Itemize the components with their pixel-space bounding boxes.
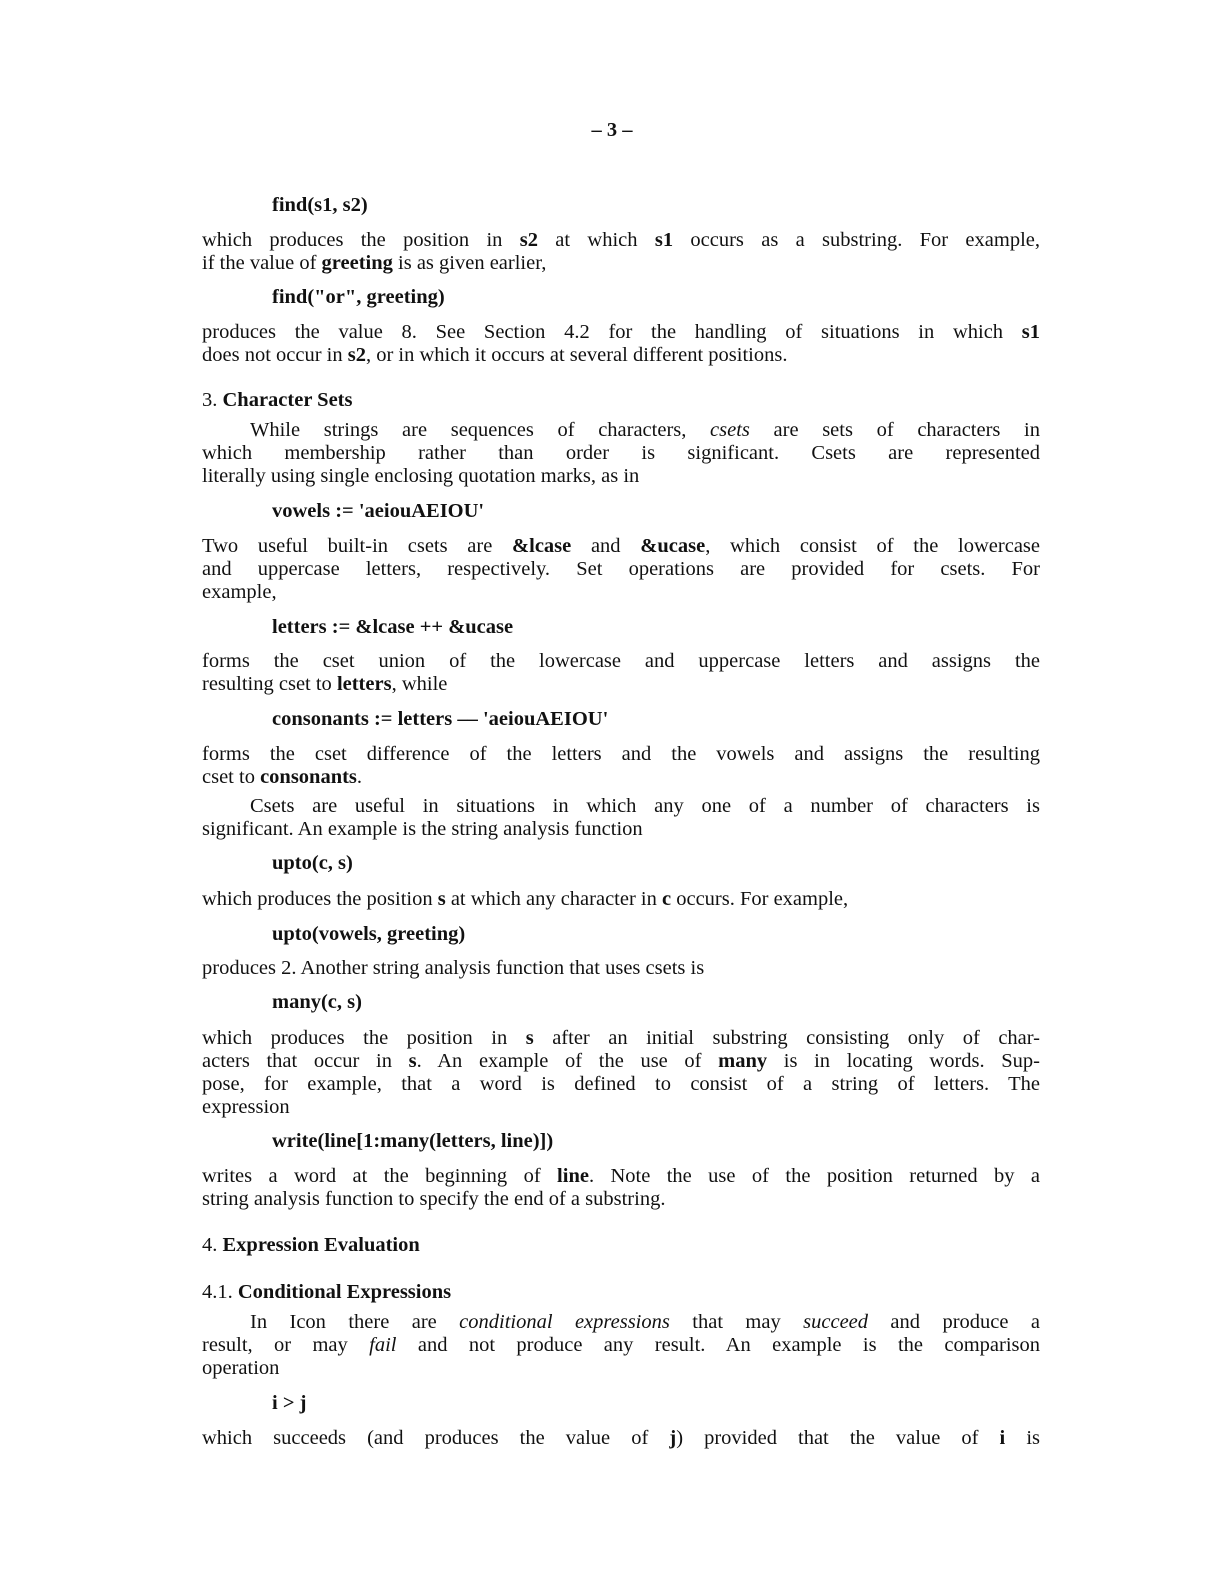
text-run: write(line[1:many(letters, line)]): [272, 1130, 554, 1152]
text-line: [202, 1095, 290, 1119]
text-run: While strings are sequences of characters,: [250, 419, 711, 441]
text-run: produces the value 8. See Section 4.2 for the handling of situations in which: [202, 321, 1022, 343]
bold-term: i: [999, 1427, 1006, 1449]
text-run: pose, for example, that a word is defined to consist of a string of letters. The: [202, 1073, 1040, 1095]
bold-term: s1: [654, 229, 674, 251]
bold-term: &ucase: [640, 535, 706, 557]
text-run: is in locating words. Sup-: [767, 1050, 1040, 1072]
text-run: find("or", greeting): [272, 286, 445, 308]
bold-term: s2: [347, 344, 366, 366]
text-run: which produces the position in: [202, 229, 520, 251]
bold-term: greeting: [321, 252, 393, 274]
text-run: significant. An example is the string analysis function: [202, 818, 643, 840]
text-line: [202, 794, 1040, 818]
section-heading: [202, 1233, 420, 1257]
text-run: produces 2. Another string analysis function that uses csets is: [202, 957, 705, 979]
text-run: at which any character in: [445, 888, 662, 910]
italic-term: succeed: [803, 1311, 869, 1333]
text-run: forms the cset union of the lowercase and uppercase letters and assigns the: [202, 650, 1040, 672]
text-run: writes a word at the beginning of: [202, 1165, 558, 1187]
text-run: consonants := letters –– 'aeiouAEIOU': [272, 708, 609, 730]
text-run: operation: [202, 1357, 280, 1379]
text-line: [202, 1164, 1040, 1188]
text-run: is as given earlier,: [392, 252, 547, 274]
text-line: [202, 534, 1040, 558]
bold-term: Expression Evaluation: [222, 1234, 420, 1256]
text-run: after an initial substring consisting only of char-: [533, 1027, 1040, 1049]
bold-term: consonants: [260, 766, 357, 788]
code-example: [272, 990, 362, 1014]
text-run: expression: [202, 1096, 290, 1118]
bold-term: s: [437, 888, 446, 910]
text-line: [202, 956, 704, 980]
text-run: forms the cset difference of the letters and the vowels and assigns the resulting: [202, 743, 1040, 765]
text-run: upto(c, s): [272, 852, 353, 874]
text-run: , while: [391, 673, 448, 695]
text-run: which produces the position: [202, 888, 438, 910]
bold-term: s: [408, 1050, 417, 1072]
text-run: which succeeds (and produces the value of: [202, 1427, 670, 1449]
text-run: . Note the use of the position returned by a: [588, 1165, 1040, 1187]
bold-term: &lcase: [512, 535, 572, 557]
text-line: [202, 1333, 1040, 1357]
text-line: [202, 580, 277, 604]
text-run: 4.: [202, 1234, 223, 1256]
text-run: .: [356, 766, 363, 788]
text-line: [202, 1356, 279, 1380]
text-line: [202, 418, 1040, 442]
text-run: , which consist of the lowercase: [705, 535, 1040, 557]
bold-term: line: [557, 1165, 589, 1187]
bold-term: letters: [336, 673, 392, 695]
code-example: [272, 1391, 306, 1415]
text-run: example,: [202, 581, 277, 603]
text-line: [202, 817, 643, 841]
text-line: [202, 1310, 1040, 1334]
text-run: that may: [669, 1311, 804, 1333]
text-run: . An example of the use of: [416, 1050, 719, 1072]
text-run: upto(vowels, greeting): [272, 923, 466, 945]
bold-term: Character Sets: [222, 389, 353, 411]
text-run: find(s1, s2): [272, 194, 368, 216]
italic-term: conditional expressions: [459, 1311, 670, 1333]
text-line: [202, 251, 546, 275]
italic-term: csets: [710, 419, 750, 441]
text-line: [202, 1049, 1040, 1073]
text-run: if the value of: [202, 252, 322, 274]
text-run: is: [1005, 1427, 1040, 1449]
text-line: [202, 672, 447, 696]
text-run: Csets are useful in situations in which any one of a number of characters is: [250, 795, 1040, 817]
code-example: [272, 285, 445, 309]
text-line: [202, 1187, 665, 1211]
code-example: [272, 851, 353, 875]
text-line: [202, 557, 1040, 581]
text-run: and: [571, 535, 641, 557]
text-run: does not occur in: [202, 344, 348, 366]
italic-term: fail: [369, 1334, 397, 1356]
bold-term: s: [525, 1027, 534, 1049]
text-line: [202, 1026, 1040, 1050]
text-line: [202, 441, 1040, 465]
bold-term: s1: [1021, 321, 1040, 343]
text-run: many(c, s): [272, 991, 362, 1013]
text-run: , or in which it occurs at several different positions.: [365, 344, 788, 366]
code-example: [272, 922, 465, 946]
bold-term: j: [669, 1427, 677, 1449]
text-run: and not produce any result. An example is the comparison: [396, 1334, 1040, 1356]
code-example: [272, 193, 368, 217]
text-run: 4.1.: [202, 1281, 238, 1303]
text-run: and produce a: [868, 1311, 1040, 1333]
text-line: [202, 1072, 1040, 1096]
text-run: literally using single enclosing quotation marks, as in: [202, 465, 640, 487]
text-run: cset to: [202, 766, 261, 788]
text-run: string analysis function to specify the end of a substring.: [202, 1188, 666, 1210]
text-run: are sets of characters in: [749, 419, 1040, 441]
text-run: i > j: [272, 1392, 307, 1414]
text-run: In Icon there are: [250, 1311, 460, 1333]
bold-term: c: [661, 888, 672, 910]
text-run: resulting cset to: [202, 673, 337, 695]
text-run: which produces the position in: [202, 1027, 526, 1049]
text-run: letters := &lcase ++ &ucase: [272, 616, 514, 638]
text-run: and uppercase letters, respectively. Set operations are provided for csets. For: [202, 558, 1040, 580]
section-heading: [202, 388, 353, 412]
code-example: [272, 499, 484, 523]
bold-term: Conditional Expressions: [237, 1281, 452, 1303]
text-run: occurs. For example,: [671, 888, 849, 910]
text-run: which membership rather than order is significant. Csets are represented: [202, 442, 1040, 464]
text-run: result, or may: [202, 1334, 370, 1356]
text-run: 3.: [202, 389, 223, 411]
text-line: [202, 887, 848, 911]
text-line: [202, 228, 1040, 252]
text-line: [202, 320, 1040, 344]
code-example: [272, 615, 513, 639]
code-example: [272, 707, 608, 731]
text-run: vowels := 'aeiouAEIOU': [272, 500, 485, 522]
page-number: – 3 –: [591, 119, 633, 141]
text-run: acters that occur in: [202, 1050, 409, 1072]
text-run: ) provided that the value of: [676, 1427, 1000, 1449]
text-line: [202, 464, 639, 488]
text-line: [202, 765, 362, 789]
text-run: Two useful built-in csets are: [202, 535, 513, 557]
bold-term: many: [718, 1050, 768, 1072]
bold-term: s2: [519, 229, 538, 251]
text-line: [202, 742, 1040, 766]
text-line: [202, 1426, 1040, 1450]
text-run: occurs as a substring. For example,: [673, 229, 1040, 251]
text-line: [202, 343, 787, 367]
section-heading: [202, 1280, 451, 1304]
text-line: [202, 649, 1040, 673]
text-run: at which: [537, 229, 655, 251]
code-example: [272, 1129, 553, 1153]
